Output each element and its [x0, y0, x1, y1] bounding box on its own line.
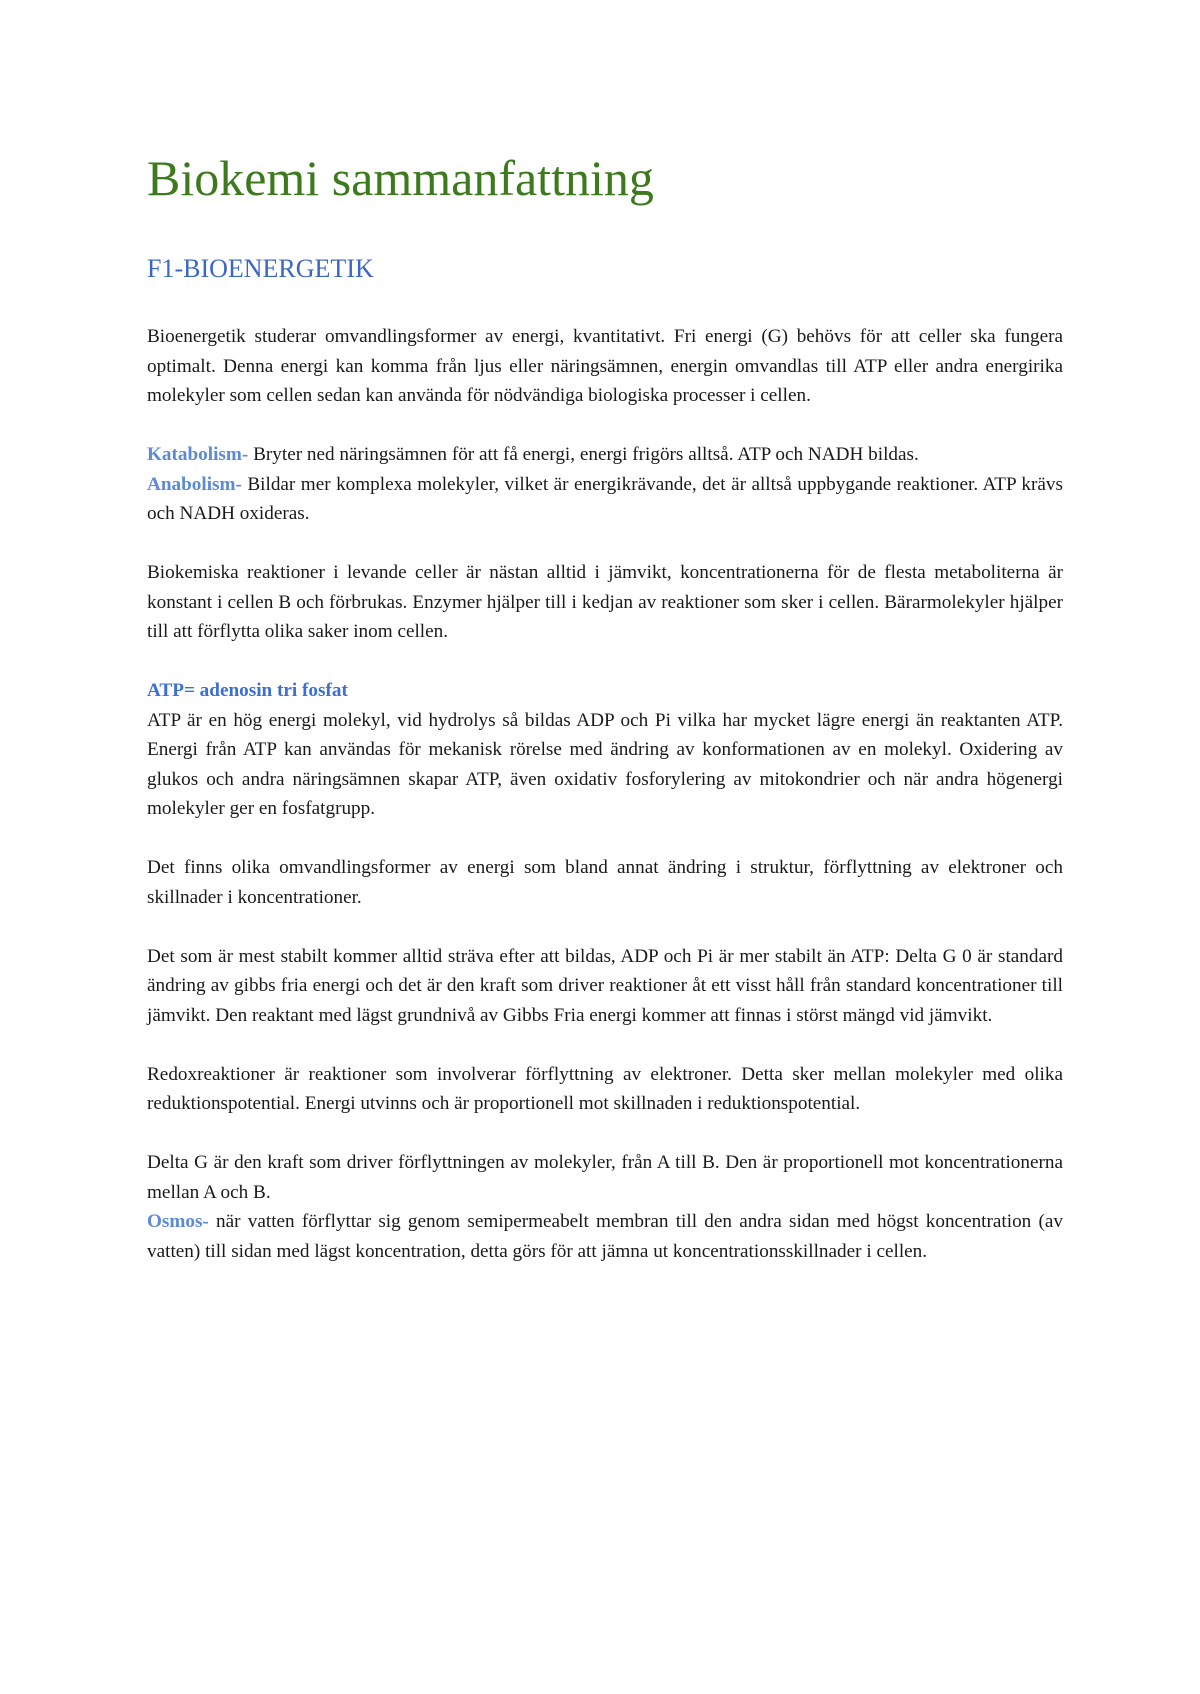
section-heading: F1-BIOENERGETIK	[147, 254, 374, 283]
term-anabolism: Anabolism-	[147, 473, 242, 495]
katabolism-text: Bryter ned näringsämnen för att få energi, energi frigörs alltså. ATP och NADH bildas.	[248, 444, 919, 465]
document-body	[147, 322, 1063, 1296]
osmos-text: när vatten förflyttar sig genom semipermeabelt membran till den andra sidan med högst koncentration (av vatten) till sidan med lägst koncentration, detta görs för att jämna ut koncentrationsskillnader i cellen.	[147, 1211, 1063, 1262]
paragraph-redoxreaktioner: Redoxreaktioner är reaktioner som involverar förflyttning av elektroner. Detta sker mellan molekyler med olika reduktionspotential. Energi utvinns och är proportionell mot skillnaden i reduktionspotential.	[147, 1063, 1063, 1114]
paragraph-omvandlingsformer: Det finns olika omvandlingsformer av energi som bland annat ändring i struktur, förflyttning av elektroner och skillnader i koncentrationer.	[147, 857, 1063, 908]
term-katabolism: Katabolism-	[147, 444, 249, 465]
atp-subheading	[147, 676, 1063, 706]
paragraph-osmos	[147, 1207, 1063, 1266]
paragraph-stabilitet: Det som är mest stabilt kommer alltid sträva efter att bildas, ADP och Pi är mer stabilt än ATP: Delta G 0 är standard ändring av gibbs fria energi och det är den kraft som driver reaktioner åt ett visst håll från standard koncentrationer till jämvikt. Den reaktant med lägst grundnivå av Gibbs Fria energi kommer att finnas i störst mängd vid jämvikt.	[147, 945, 1063, 1026]
paragraph-atp: ATP är en hög energi molekyl, vid hydrolys så bildas ADP och Pi vilka har mycket lägre energi än reaktanten ATP. Energi från ATP kan användas för mekanisk rörelse med ändring av konformationen av en molekyl. Oxidering av glukos och andra näringsämnen skapar ATP, även oxidativ fosforylering av mitokondrier och när andra högenergi molekyler ger en fosfatgrupp.	[147, 709, 1063, 819]
paragraph-katabolism	[147, 440, 1063, 470]
term-osmos: Osmos-	[147, 1211, 209, 1232]
anabolism-text: Bildar mer komplexa molekyler, vilket är energikrävande, det är alltså uppbygande reaktioner. ATP krävs och NADH oxideras.	[147, 473, 1063, 524]
paragraph-delta-g: Delta G är den kraft som driver förflyttningen av molekyler, från A till B. Den är proportionell mot koncentrationerna mellan A och B.	[147, 1152, 1063, 1203]
paragraph-anabolism	[147, 470, 1063, 529]
paragraph-biokemiska-reaktioner: Biokemiska reaktioner i levande celler är nästan alltid i jämvikt, koncentrationerna för de flesta metaboliterna är konstant i cellen B och förbrukas. Enzymer hjälper till i kedjan av reaktioner som sker i cellen. Bärarmolekyler hjälper till att förflytta olika saker inom cellen.	[147, 562, 1063, 642]
document-title: Biokemi sammanfattning	[147, 150, 654, 206]
paragraph-bioenergetik: Bioenergetik studerar omvandlingsformer av energi, kvantitativt. Fri energi (G) behövs för att celler ska fungera optimalt. Denna energi kan komma från ljus eller näringsämnen, energin omvandlas till ATP eller andra energirika molekyler som cellen sedan kan använda för nödvändiga biologiska processer i cellen.	[147, 326, 1063, 406]
atp-heading: ATP= adenosin tri fosfat	[147, 680, 348, 701]
